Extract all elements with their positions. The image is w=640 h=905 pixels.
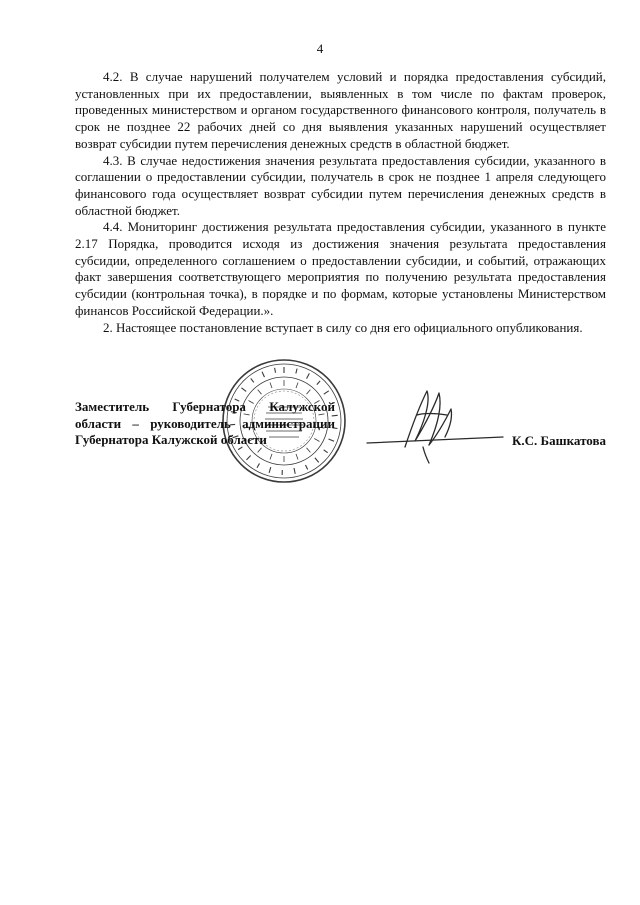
- handwritten-signature: [365, 385, 505, 465]
- paragraph-4-3: 4.3. В случае недостижения значения результата предоставления субсидии, указанного в соглашении о предоставлении субсидии, получатель в срок не позднее 1 апреля следующего финансового года осуществляет возврат субсидии путем перечисления денежных средств в областной бюджет.: [75, 152, 606, 218]
- paragraph-4-2: 4.2. В случае нарушений получателем условий и порядка предоставления субсидий, установленных при их предоставлении, выявленных в том числе по фактам проверок, проведенных министерством и органом государственного финансового контроля, получатель в срок не позднее 22 рабочих дней со дня выявления указанных нарушений осуществляет возврат субсидии путем перечисления денежных средств в областной бюджет.: [75, 69, 606, 151]
- position-line: Губернатора Калужской области: [75, 432, 267, 447]
- signature-block: [75, 397, 606, 507]
- page-number: 4: [316, 41, 324, 56]
- position-line: области – руководитель администрации: [75, 415, 335, 431]
- paragraph-4-4: 4.4. Мониторинг достижения результата предоставления субсидии, указанного в пункте 2.17 Порядка, проводится исходя из достижения значения результата предоставления субсидии, определенного соглашением о предоставлении субсидии, и событий, отражающих факт завершения соответствующего мероприятия по получению результата предоставления субсидии (контрольная точка), в порядке и по формам, которые установлены Министерством финансов Российской Федерации.».: [75, 219, 606, 318]
- signatory-position: [75, 399, 335, 449]
- paragraph-2-effective-date: 2. Настоящее постановление вступает в силу со дня его официального опубликования.: [103, 319, 583, 335]
- signer-name: К.С. Башкатова: [511, 433, 606, 448]
- document-body: [75, 69, 606, 336]
- position-line: Заместитель Губернатора Калужской: [75, 399, 335, 414]
